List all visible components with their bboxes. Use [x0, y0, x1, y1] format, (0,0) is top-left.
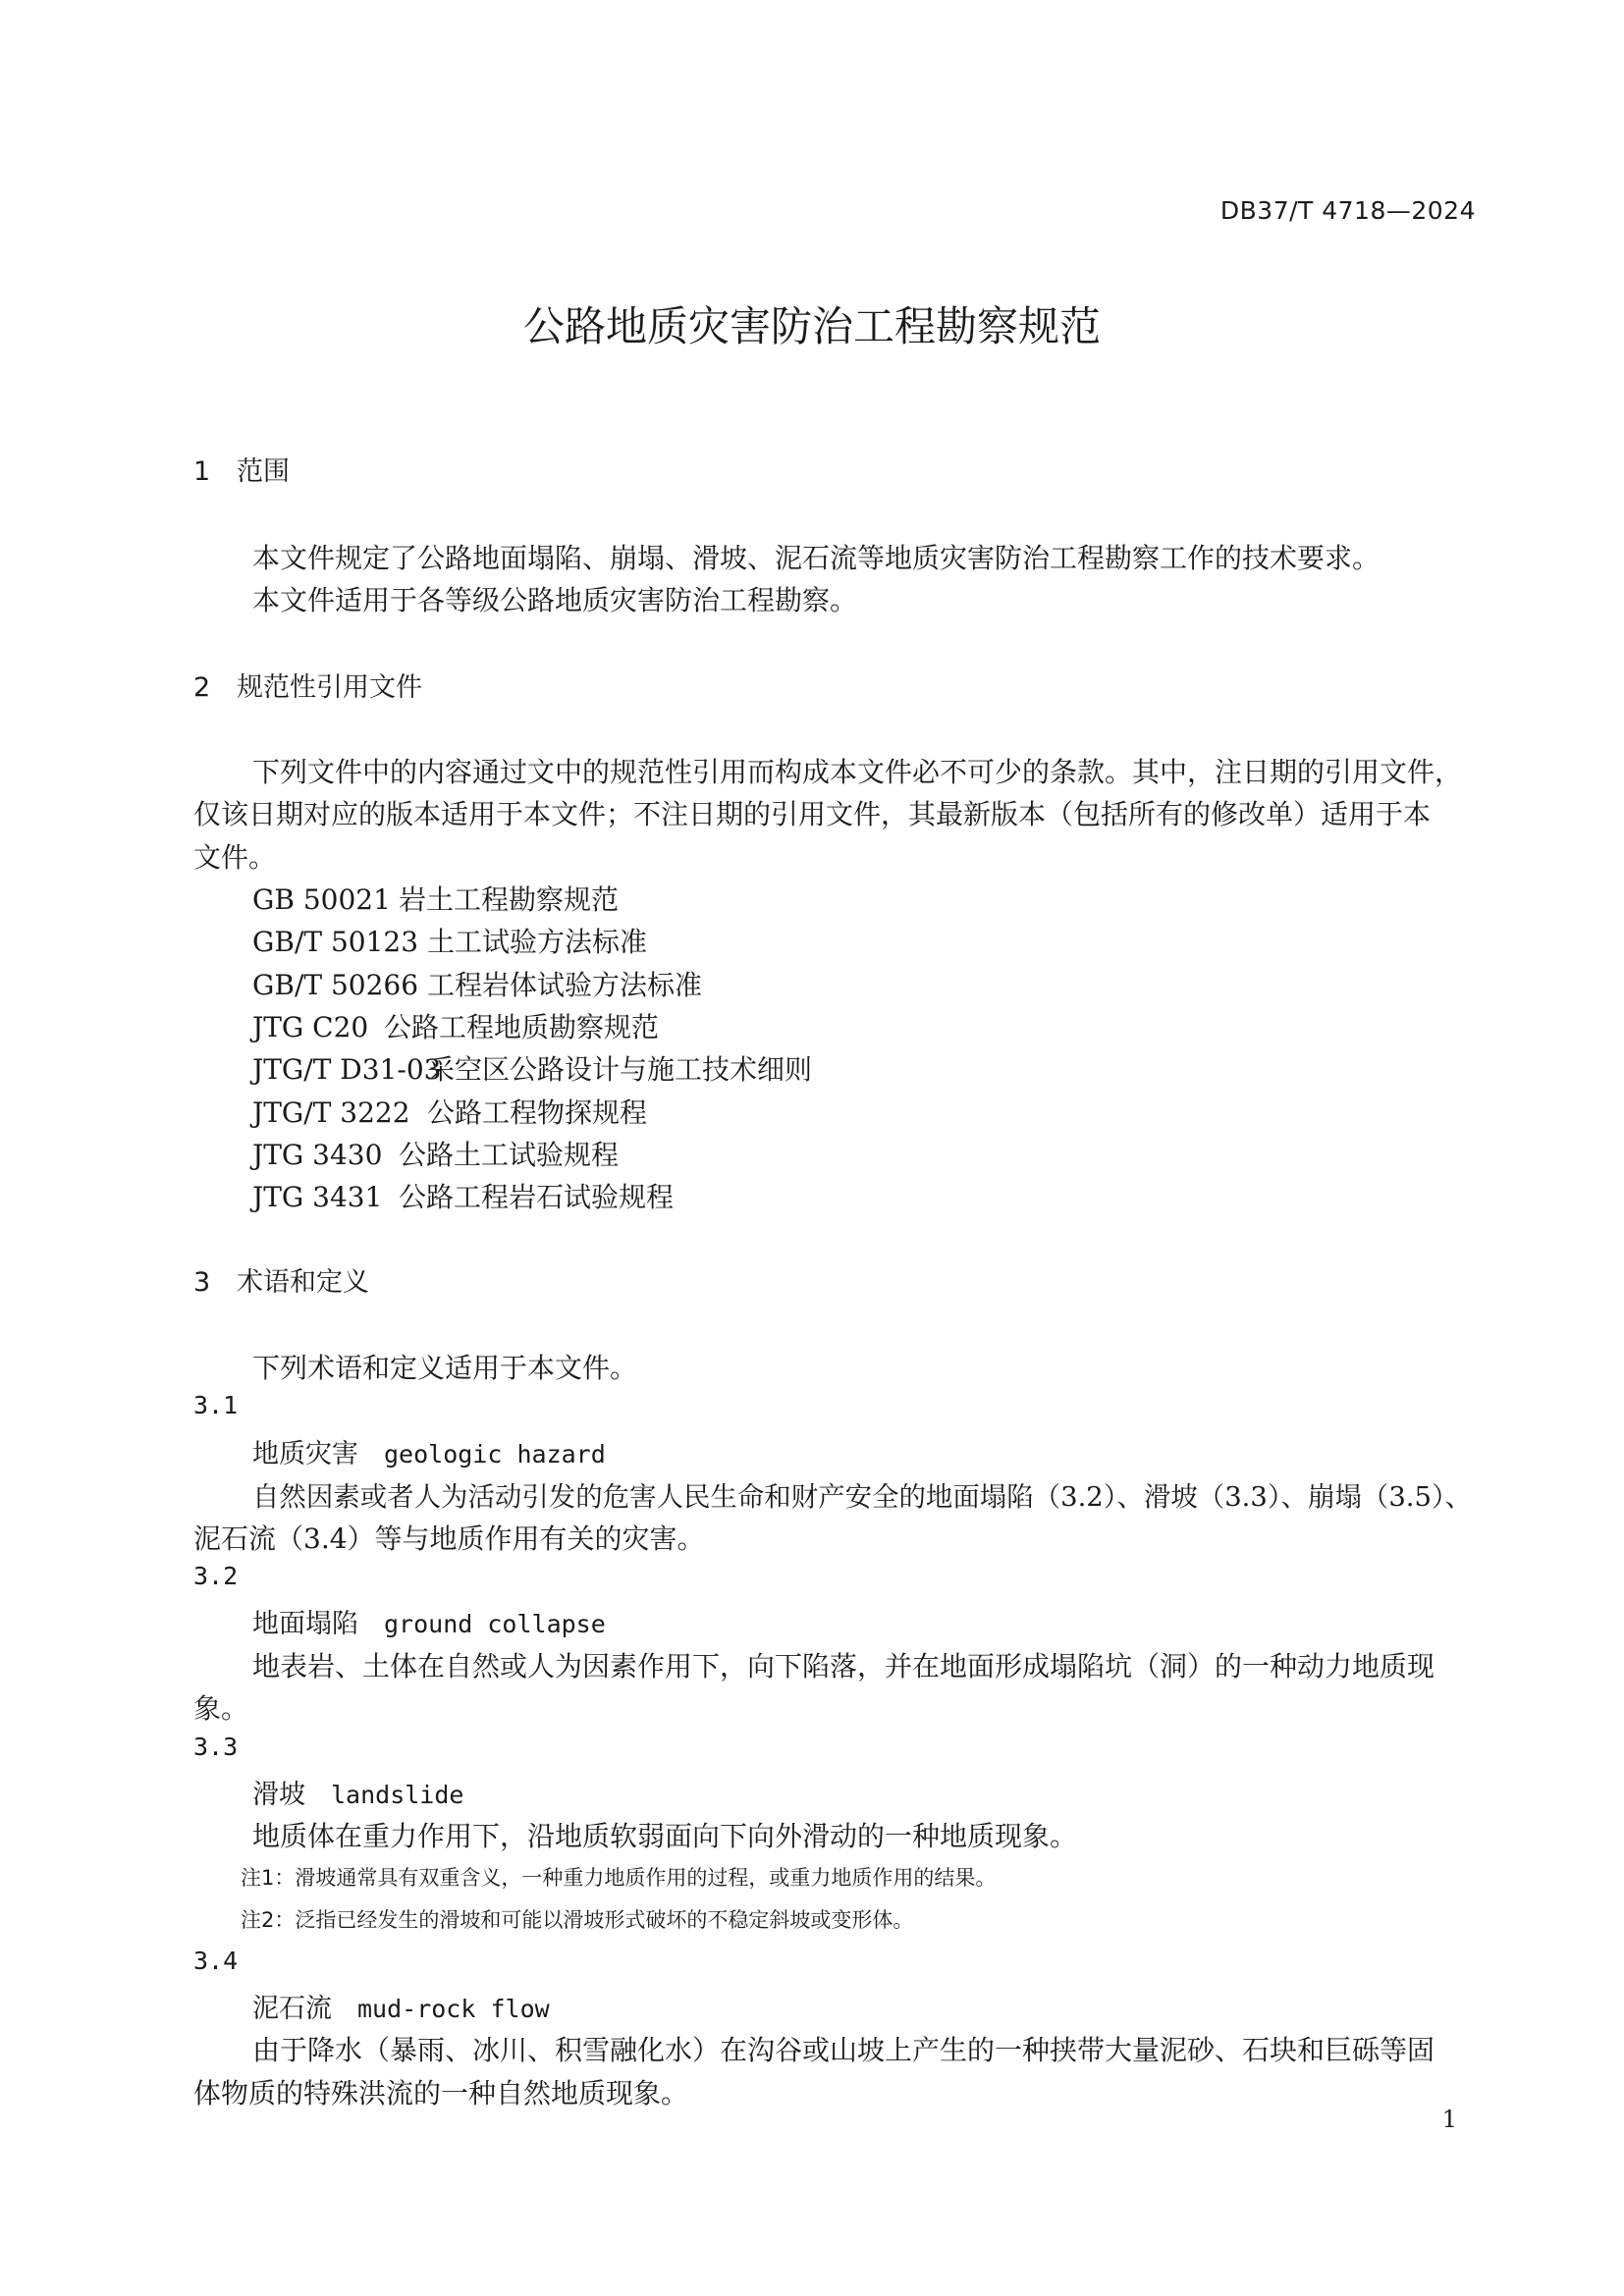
document-id: DB37/T 4718—2024 [1219, 196, 1476, 225]
paragraph: 本文件适用于各等级公路地质灾害防治工程勘察。 [252, 584, 858, 616]
reference-name: 公路工程地质勘察规范 [384, 1011, 660, 1043]
reference-item [252, 964, 702, 1003]
paragraph-line: 仅该日期对应的版本适用于本文件；不注日期的引用文件，其最新版本（包括所有的修改单）适用于本 [193, 798, 1432, 830]
term-chinese: 地质灾害 [252, 1439, 358, 1469]
reference-item [252, 1092, 647, 1131]
term-heading [252, 1987, 550, 2025]
definition-line: 由于降水（暴雨、冰川、积雪融化水）在沟谷或山坡上产生的一种挟带大量泥砂、石块和巨砾等固 [252, 2034, 1435, 2066]
paragraph-line: 下列文件中的内容通过文中的规范性引用而构成本文件必不可少的条款。其中，注日期的引用文件， [252, 756, 1463, 788]
reference-item [252, 1006, 659, 1045]
term-number: 3.4 [193, 1947, 239, 1975]
page-number: 1 [1441, 2106, 1457, 2133]
reference-item [252, 921, 647, 960]
definition-line: 地质体在重力作用下，沿地质软弱面向下向外滑动的一种地质现象。 [252, 1820, 1078, 1852]
section-number: 2 [193, 672, 211, 703]
reference-code: GB/T 50266 [252, 969, 419, 1001]
reference-name: 采空区公路设计与施工技术细则 [427, 1053, 813, 1086]
paragraph: 下列术语和定义适用于本文件。 [252, 1352, 638, 1384]
term-english: mud-rock flow [357, 1995, 550, 2023]
definition-line: 自然因素或者人为活动引发的危害人民生命和财产安全的地面塌陷（3.2）、滑坡（3.3）、崩塌（3.5）、 [252, 1482, 1473, 1513]
section-title: 术语和定义 [237, 1267, 369, 1298]
term-heading [252, 1602, 606, 1640]
term-chinese: 泥石流 [252, 1994, 332, 2024]
reference-code: JTG/T D31-03 [252, 1053, 442, 1086]
reference-code: JTG/T 3222 [252, 1096, 410, 1129]
paragraph: 本文件规定了公路地面塌陷、崩塌、滑坡、泥石流等地质灾害防治工程勘察工作的技术要求。 [252, 542, 1380, 574]
term-number: 3.1 [193, 1391, 239, 1419]
reference-name: 公路工程物探规程 [427, 1096, 648, 1129]
reference-item [252, 879, 619, 918]
term-heading [252, 1432, 606, 1470]
term-english: landslide [331, 1781, 464, 1809]
section-heading-terms-and-definitions [193, 1260, 369, 1299]
paragraph-line: 文件。 [193, 841, 277, 874]
reference-code: JTG C20 [252, 1011, 369, 1043]
reference-name: 工程岩体试验方法标准 [427, 969, 703, 1001]
reference-name: 公路工程岩石试验规程 [399, 1181, 675, 1213]
term-heading [252, 1773, 463, 1811]
section-number: 3 [193, 1267, 211, 1298]
definition-line: 体物质的特殊洪流的一种自然地质现象。 [193, 2077, 689, 2109]
reference-name: 土工试验方法标准 [427, 926, 648, 958]
reference-code: GB/T 50123 [252, 926, 419, 958]
reference-code: JTG 3430 [252, 1139, 383, 1171]
term-chinese: 滑坡 [252, 1780, 305, 1810]
section-title: 范围 [237, 456, 290, 487]
term-number: 3.3 [193, 1733, 239, 1761]
term-english: geologic hazard [384, 1440, 606, 1468]
reference-code: GB 50021 [252, 883, 391, 916]
reference-item [252, 1048, 812, 1088]
reference-item [252, 1134, 619, 1173]
note: 注2：泛指已经发生的滑坡和可能以滑坡形式破坏的不稳定斜坡或变形体。 [241, 1908, 914, 1932]
definition-line: 泥石流（3.4）等与地质作用有关的灾害。 [193, 1522, 705, 1555]
section-title: 规范性引用文件 [237, 672, 422, 703]
term-number: 3.2 [193, 1562, 239, 1590]
reference-code: JTG 3431 [252, 1181, 383, 1213]
section-heading-scope [193, 450, 290, 488]
section-number: 1 [193, 456, 211, 487]
definition-line: 象。 [193, 1692, 249, 1725]
reference-name: 岩土工程勘察规范 [399, 883, 620, 916]
term-english: ground collapse [384, 1610, 606, 1638]
definition-line: 地表岩、土体在自然或人为因素作用下，向下陷落，并在地面形成塌陷坑（洞）的一种动力地质现 [252, 1650, 1435, 1682]
reference-item [252, 1176, 674, 1215]
term-chinese: 地面塌陷 [252, 1609, 358, 1639]
note: 注1：滑坡通常具有双重含义，一种重力地质作用的过程，或重力地质作用的结果。 [241, 1866, 997, 1890]
reference-name: 公路土工试验规程 [399, 1139, 620, 1171]
page-title: 公路地质灾害防治工程勘察规范 [522, 302, 1101, 350]
section-heading-normative-references [193, 666, 422, 704]
